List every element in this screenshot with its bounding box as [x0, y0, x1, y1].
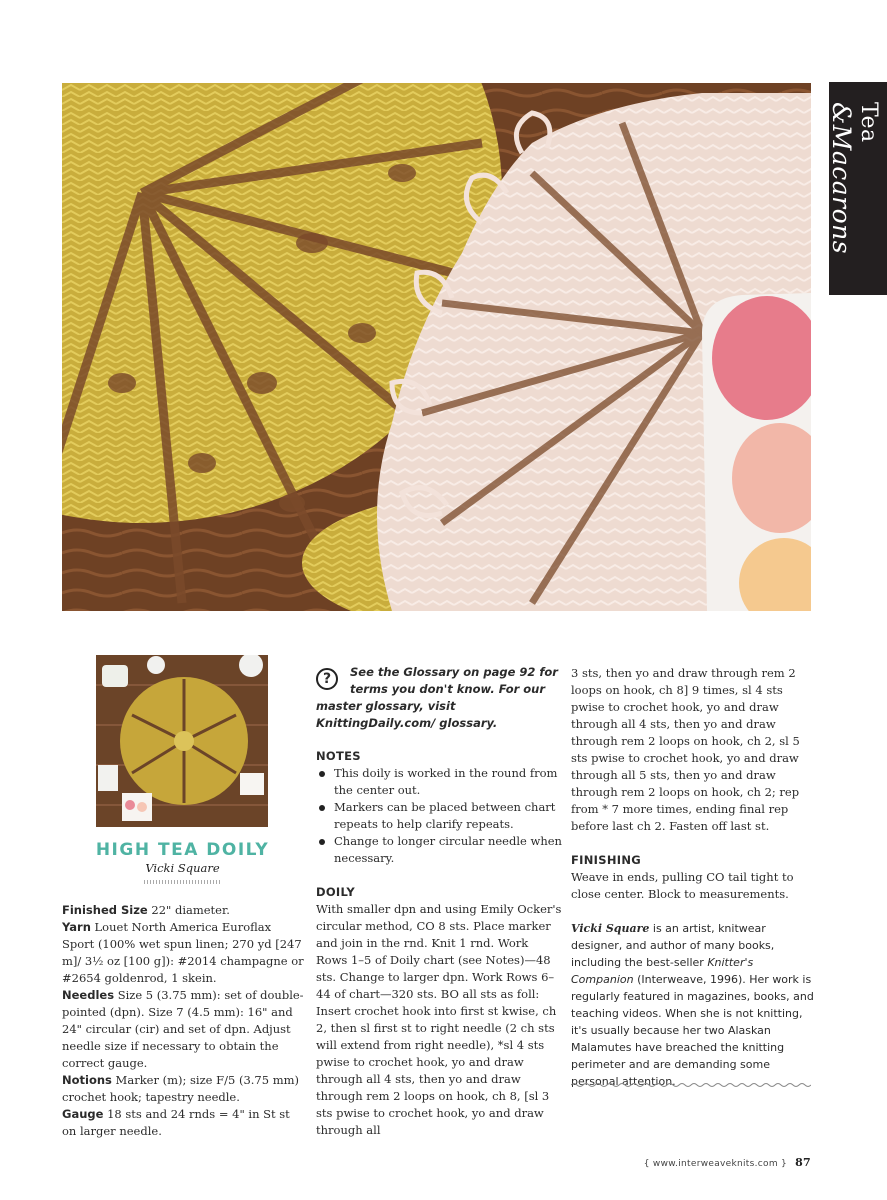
doily-thumbnail: [96, 655, 268, 827]
designer-underline: [144, 880, 222, 884]
question-icon: ?: [316, 668, 338, 690]
notes-list: [316, 765, 562, 867]
designer-name: Vicki Square: [145, 861, 220, 875]
designer-bio: Vicki Square is an artist, knitwear designer, and author of many books, including the best-seller Knitter's Companion (Interweave, 1996). Her work is regularly featured in magazines, books, and teaching videos. When she is not knitting, it's usually because her two Alaskan Malamutes have breached the knitting perimeter and are demanding some personal attention.: [571, 922, 814, 1088]
doily-instructions-cont: 3 sts, then yo and draw through rem 2 loops on hook, ch 8] 9 times, sl 4 sts pwise to crochet hook, yo and draw through all 4 sts, then yo and draw through rem 2 loops on hook, ch 2, sl 5 sts pwise to crochet hook, yo and draw through all 5 sts, then yo and draw through rem 2 loops on hook, ch 2; rep from * 7 more times, ending final rep before last ch 2. Fasten off last st.: [571, 666, 800, 833]
glossary-text-cont: master glossary, visit KnittingDaily.com/ glossary.: [316, 699, 498, 730]
glossary-callout: [316, 664, 560, 732]
column-right: [571, 665, 817, 1090]
section-tab-label: [827, 102, 881, 282]
finishing-heading: FINISHING: [571, 853, 641, 867]
bio-divider: [571, 1082, 811, 1088]
macaron-plate: [702, 293, 811, 611]
tab-word: Tea: [856, 102, 881, 143]
doily-photo-illustration: [62, 83, 811, 611]
doily-instructions: With smaller dpn and using Emily Ocker's circular method, CO 8 sts. Place marker and join in the rnd. Knit 1 rnd. Work Rows 1–5 of Doily chart (see Notes)—48 sts. Change to larger dpn. Work Rows 6–44 of chart—320 sts. BO all sts as foll: Insert crochet hook into first st kwise, ch 2, then sl first st to right needle (2 ch sts will extend from right needle), *sl 4 sts pwise to crochet hook, yo and draw through all 4 sts, then yo and draw through rem 2 loops on hook, ch 8, [sl 3 sts pwise to crochet hook, yo and draw through all: [316, 902, 562, 1137]
list-item: Change to longer circular needle when necessary.: [316, 833, 562, 867]
tab-script-word: Macarons: [827, 124, 856, 255]
thumbnail-illustration: [96, 655, 268, 827]
page-number: 87: [795, 1156, 811, 1169]
notes-heading: NOTES: [316, 749, 361, 763]
spec-needles: Needles Size 5 (3.75 mm): set of double-pointed (dpn). Size 7 (4.5 mm): 16" and 24" circular (cir) and set of dpn. Adjust needle size if necessary to obtain the correct gauge.: [62, 988, 304, 1070]
spec-gauge: Gauge 18 sts and 24 rnds = 4" in St st on larger needle.: [62, 1107, 290, 1138]
list-item: This doily is worked in the round from the center out.: [316, 765, 562, 799]
section-tab: [829, 82, 887, 295]
glossary-text: See the Glossary on page 92 for terms you don't know. For our: [350, 665, 558, 696]
page-footer: [600, 1156, 811, 1169]
footer-url: { www.interweaveknits.com }: [643, 1159, 788, 1169]
spec-yarn: Yarn Louet North America Euroflax Sport (100% wet spun linen; 270 yd [247 m]/ 3½ oz [100 g]): #2014 champagne or #2654 goldenrod, 1 skein.: [62, 920, 304, 985]
column-middle: [316, 748, 562, 1139]
finishing-text: Weave in ends, pulling CO tail tight to close center. Block to measurements.: [571, 870, 794, 901]
hero-photo: [62, 83, 811, 611]
tab-ampersand: &: [827, 102, 856, 125]
spec-finished-size: Finished Size 22" diameter.: [62, 903, 230, 917]
doily-heading: DOILY: [316, 885, 355, 899]
pattern-title: HIGH TEA DOILY: [95, 840, 270, 860]
spec-notions: Notions Marker (m); size F/5 (3.75 mm) crochet hook; tapestry needle.: [62, 1073, 299, 1104]
pattern-specs: [62, 902, 307, 1140]
list-item: Markers can be placed between chart repeats to help clarify repeats.: [316, 799, 562, 833]
